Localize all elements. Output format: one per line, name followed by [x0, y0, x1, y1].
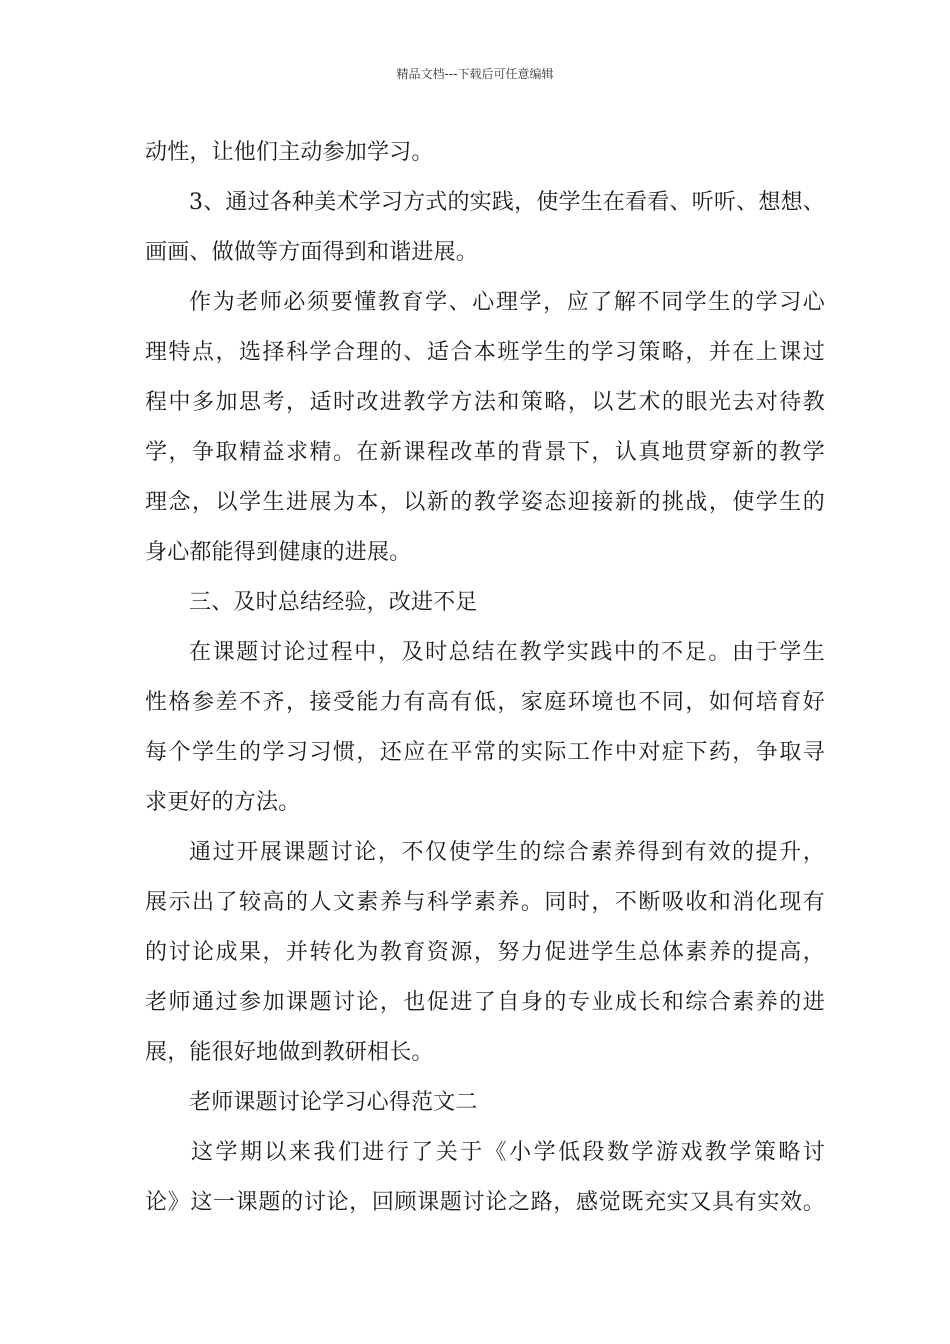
- text-line: 论》这一课题的讨论，回顾课题讨论之路，感觉既充实又具有实效。: [145, 1190, 825, 1215]
- text-line: 这学期以来我们进行了关于《小学低段数学游戏教学策略讨: [191, 1140, 825, 1165]
- text-line: 在课题讨论过程中，及时总结在教学实践中的不足。由于学生: [189, 640, 825, 665]
- text-line: 展，能很好地做到教研相长。: [145, 1040, 434, 1065]
- text-line: 通过开展课题讨论，不仅使学生的综合素养得到有效的提升，: [189, 840, 825, 865]
- text-line: 学，争取精益求精。在新课程改革的背景下，认真地贯穿新的教学: [145, 440, 825, 465]
- text-line: 身心都能得到健康的进展。: [145, 540, 412, 565]
- text-line: 3、通过各种美术学习方式的实践，使学生在看看、听听、想想、: [189, 190, 825, 215]
- text-line: 老师通过参加课题讨论，也促进了自身的专业成长和综合素养的进: [145, 990, 825, 1015]
- page-header: 精品文档---下载后可任意编辑: [396, 67, 554, 81]
- text-line: 程中多加思考，适时改进教学方法和策略，以艺术的眼光去对待教: [145, 390, 825, 415]
- text-line: 展示出了较高的人文素养与科学素养。同时，不断吸收和消化现有: [145, 890, 825, 915]
- text-line: 理特点，选择科学合理的、适合本班学生的学习策略，并在上课过: [145, 340, 825, 365]
- text-line: 求更好的方法。: [145, 790, 301, 815]
- text-line: 理念，以学生进展为本，以新的教学姿态迎接新的挑战，使学生的: [145, 490, 825, 515]
- text-line: 作为老师必须要懂教育学、心理学，应了解不同学生的学习心: [189, 290, 825, 315]
- section-heading: 三、及时总结经验，改进不足: [189, 590, 478, 615]
- text-line: 画画、做做等方面得到和谐进展。: [145, 240, 479, 265]
- text-line: 的讨论成果，并转化为教育资源，努力促进学生总体素养的提高，: [145, 940, 825, 965]
- text-line: 每个学生的学习习惯，还应在平常的实际工作中对症下药，争取寻: [145, 740, 825, 765]
- text-line: 动性，让他们主动参加学习。: [145, 140, 434, 165]
- section-heading: 老师课题讨论学习心得范文二: [189, 1090, 478, 1115]
- document-body: [145, 128, 825, 1228]
- text-line: 性格参差不齐，接受能力有高有低，家庭环境也不同，如何培育好: [145, 690, 825, 715]
